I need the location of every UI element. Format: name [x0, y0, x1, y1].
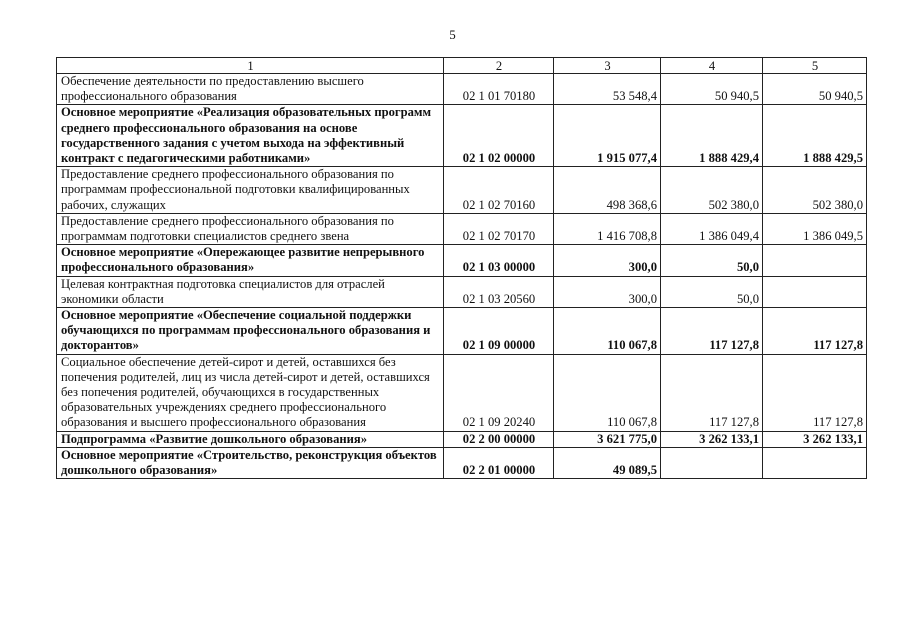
amount-col4-cell: 50,0: [661, 276, 763, 307]
table-row: [57, 213, 867, 244]
budget-code-cell: 02 1 09 20240: [444, 354, 554, 431]
column-header-5: 5: [763, 58, 867, 74]
amount-col4-cell: 3 262 133,1: [661, 431, 763, 447]
column-header-3: 3: [554, 58, 661, 74]
header-row: [57, 58, 867, 74]
amount-col5-cell: 1 386 049,5: [763, 213, 867, 244]
row-name-cell: Целевая контрактная подготовка специалистов для отраслей экономики области: [57, 276, 444, 307]
amount-col4-cell: [661, 447, 763, 478]
row-name-cell: Социальное обеспечение детей-сирот и детей, оставшихся без попечения родителей, лиц из числа детей-сирот и детей, оставшихся без попечения родителей, обучающихся в государственных образовательных учреждениях среднего профессионального образования и высшего профессионального образования: [57, 354, 444, 431]
budget-code-cell: 02 1 01 70180: [444, 74, 554, 105]
amount-col5-cell: 1 888 429,5: [763, 105, 867, 167]
amount-col4-cell: 117 127,8: [661, 354, 763, 431]
table-body: [57, 74, 867, 479]
amount-col5-cell: 50 940,5: [763, 74, 867, 105]
table-row: [57, 167, 867, 214]
amount-col5-cell: [763, 447, 867, 478]
amount-col5-cell: [763, 276, 867, 307]
amount-col4-cell: 502 380,0: [661, 167, 763, 214]
amount-col4-cell: 50 940,5: [661, 74, 763, 105]
budget-code-cell: 02 2 01 00000: [444, 447, 554, 478]
amount-col5-cell: [763, 245, 867, 276]
row-name-cell: Основное мероприятие «Строительство, реконструкция объектов дошкольного образования»: [57, 447, 444, 478]
amount-col3-cell: 1 915 077,4: [554, 105, 661, 167]
budget-code-cell: 02 1 09 00000: [444, 308, 554, 355]
amount-col3-cell: 1 416 708,8: [554, 213, 661, 244]
amount-col5-cell: 502 380,0: [763, 167, 867, 214]
budget-code-cell: 02 1 03 20560: [444, 276, 554, 307]
row-name-cell: Обеспечение деятельности по предоставлению высшего профессионального образования: [57, 74, 444, 105]
budget-code-cell: 02 2 00 00000: [444, 431, 554, 447]
budget-code-cell: 02 1 02 70160: [444, 167, 554, 214]
column-header-2: 2: [444, 58, 554, 74]
table-row: [57, 308, 867, 355]
row-name-cell: Предоставление среднего профессионального образования по программам подготовки специалистов среднего звена: [57, 213, 444, 244]
table-row: [57, 447, 867, 478]
row-name-cell: Предоставление среднего профессионального образования по программам профессиональной подготовки квалифицированных рабочих, служащих: [57, 167, 444, 214]
row-name-cell: Основное мероприятие «Опережающее развитие непрерывного профессионального образования»: [57, 245, 444, 276]
column-header-1: 1: [57, 58, 444, 74]
table-row: [57, 74, 867, 105]
budget-table: [56, 57, 867, 479]
table-row: [57, 276, 867, 307]
table-row: [57, 354, 867, 431]
amount-col3-cell: 300,0: [554, 245, 661, 276]
amount-col5-cell: 3 262 133,1: [763, 431, 867, 447]
amount-col5-cell: 117 127,8: [763, 354, 867, 431]
budget-code-cell: 02 1 02 70170: [444, 213, 554, 244]
amount-col4-cell: 50,0: [661, 245, 763, 276]
row-name-cell: Подпрограмма «Развитие дошкольного образования»: [57, 431, 444, 447]
amount-col3-cell: 498 368,6: [554, 167, 661, 214]
table-row: [57, 245, 867, 276]
amount-col3-cell: 3 621 775,0: [554, 431, 661, 447]
column-header-4: 4: [661, 58, 763, 74]
budget-code-cell: 02 1 02 00000: [444, 105, 554, 167]
amount-col3-cell: 53 548,4: [554, 74, 661, 105]
amount-col4-cell: 1 386 049,4: [661, 213, 763, 244]
amount-col3-cell: 110 067,8: [554, 308, 661, 355]
page-number: 5: [449, 27, 456, 42]
table-row: [57, 431, 867, 447]
amount-col3-cell: 300,0: [554, 276, 661, 307]
table-row: [57, 105, 867, 167]
amount-col3-cell: 110 067,8: [554, 354, 661, 431]
amount-col5-cell: 117 127,8: [763, 308, 867, 355]
row-name-cell: Основное мероприятие «Реализация образовательных программ среднего профессионального образования на основе государственного задания с учетом выхода на эффективный контракт с педагогическими работниками»: [57, 105, 444, 167]
budget-code-cell: 02 1 03 00000: [444, 245, 554, 276]
table-header: [57, 58, 867, 74]
amount-col4-cell: 117 127,8: [661, 308, 763, 355]
amount-col4-cell: 1 888 429,4: [661, 105, 763, 167]
amount-col3-cell: 49 089,5: [554, 447, 661, 478]
row-name-cell: Основное мероприятие «Обеспечение социальной поддержки обучающихся по программам профессионального образования и докторантов»: [57, 308, 444, 355]
